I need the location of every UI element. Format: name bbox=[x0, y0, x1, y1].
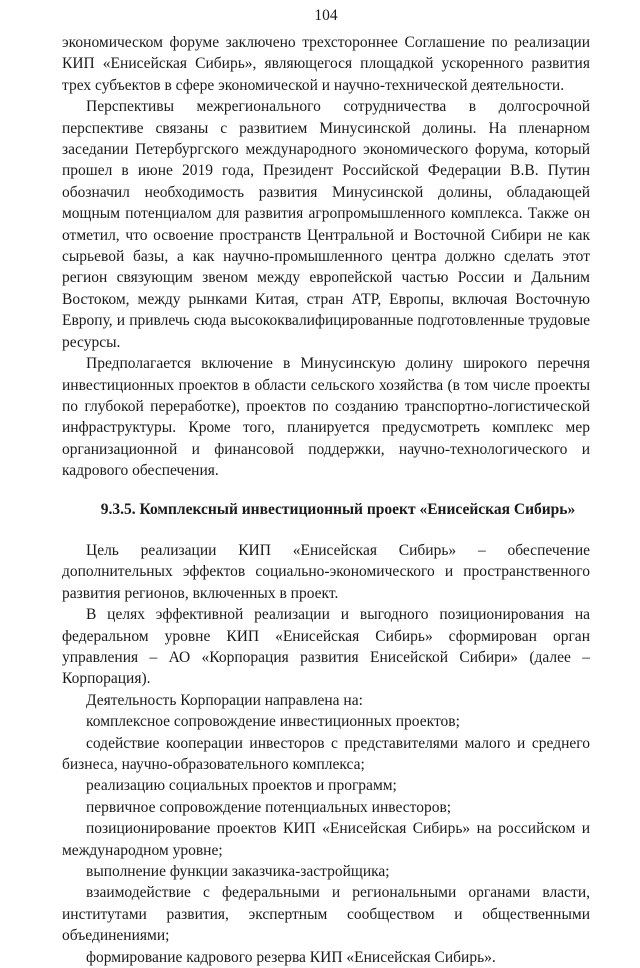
paragraph-perspectives: Перспективы межрегионального сотрудничества в долгосрочной перспективе связаны с развитием Минусинской долины. На пленарном заседании Петербургского международного экономического форума, который прошел в июне 2019 года, Президент Российской Федерации В.В. Путин обозначил необходимость развития Минусинской долины, обладающей мощным потенциалом для развития агропромышленного комплекса. Также он отметил, что освоение пространств Центральной и Восточной Сибири не как сырьевой базы, а как научно-промышленного центра должно сделать этот регион связующим звеном между европейской частью России и Дальним Востоком, между рынками Китая, стран АТР, Европы, включая Восточную Европу, и привлечь сюда высококвалифицированные подготовленные трудовые ресурсы. bbox=[62, 98, 590, 351]
paragraph-activity-intro: Деятельность Корпорации направлена на: bbox=[86, 691, 363, 709]
document-page bbox=[62, 6, 590, 968]
list-item: формирование кадрового резерва КИП «Енисейская Сибирь». bbox=[86, 948, 496, 966]
list-item: первичное сопровождение потенциальных инвесторов; bbox=[86, 798, 452, 816]
section-heading: 9.3.5. Комплексный инвестиционный проект «Енисейская Сибирь» bbox=[100, 500, 576, 518]
list-item: комплексное сопровождение инвестиционных проектов; bbox=[86, 713, 460, 731]
list-item: содействие кооперации инвесторов с представителями малого и среднего бизнеса, научно-образовательного комплекса; bbox=[62, 734, 590, 773]
list-item: выполнение функции заказчика-застройщика; bbox=[86, 863, 390, 881]
list-item: позиционирование проектов КИП «Енисейская Сибирь» на российском и международном уровне; bbox=[62, 820, 590, 859]
page-number: 104 bbox=[314, 7, 338, 24]
list-item: взаимодействие с федеральными и региональными органами власти, институтами развития, экспертным сообществом и общественными объединениями; bbox=[62, 884, 590, 945]
paragraph-minusinsk-projects: Предполагается включение в Минусинскую долину широкого перечня инвестиционных проектов в области сельского хозяйства (в том числе проекты по глубокой переработке), проектов по созданию транспортно-логистической инфраструктуры. Кроме того, планируется предусмотреть комплекс мер организационной и финансовой поддержки, научно-технологического и кадрового обеспечения. bbox=[62, 355, 590, 480]
paragraph-management-body: В целях эффективной реализации и выгодного позиционирования на федеральном уровне КИП «Енисейская Сибирь» сформирован орган управления – АО «Корпорация развития Енисейской Сибири» (далее – Корпорация). bbox=[62, 606, 590, 688]
list-item: реализацию социальных проектов и программ; bbox=[86, 777, 397, 795]
paragraph-goal: Цель реализации КИП «Енисейская Сибирь» – обеспечение дополнительных эффектов социально-экономического и пространственного развития регионов, включенных в проект. bbox=[62, 541, 590, 602]
paragraph-continuation: экономическом форуме заключено трехстороннее Соглашение по реализации КИП «Енисейская Сибирь», являющегося площадкой ускоренного развития трех субъектов в сфере экономической и научно-технической деятельности. bbox=[62, 34, 590, 94]
